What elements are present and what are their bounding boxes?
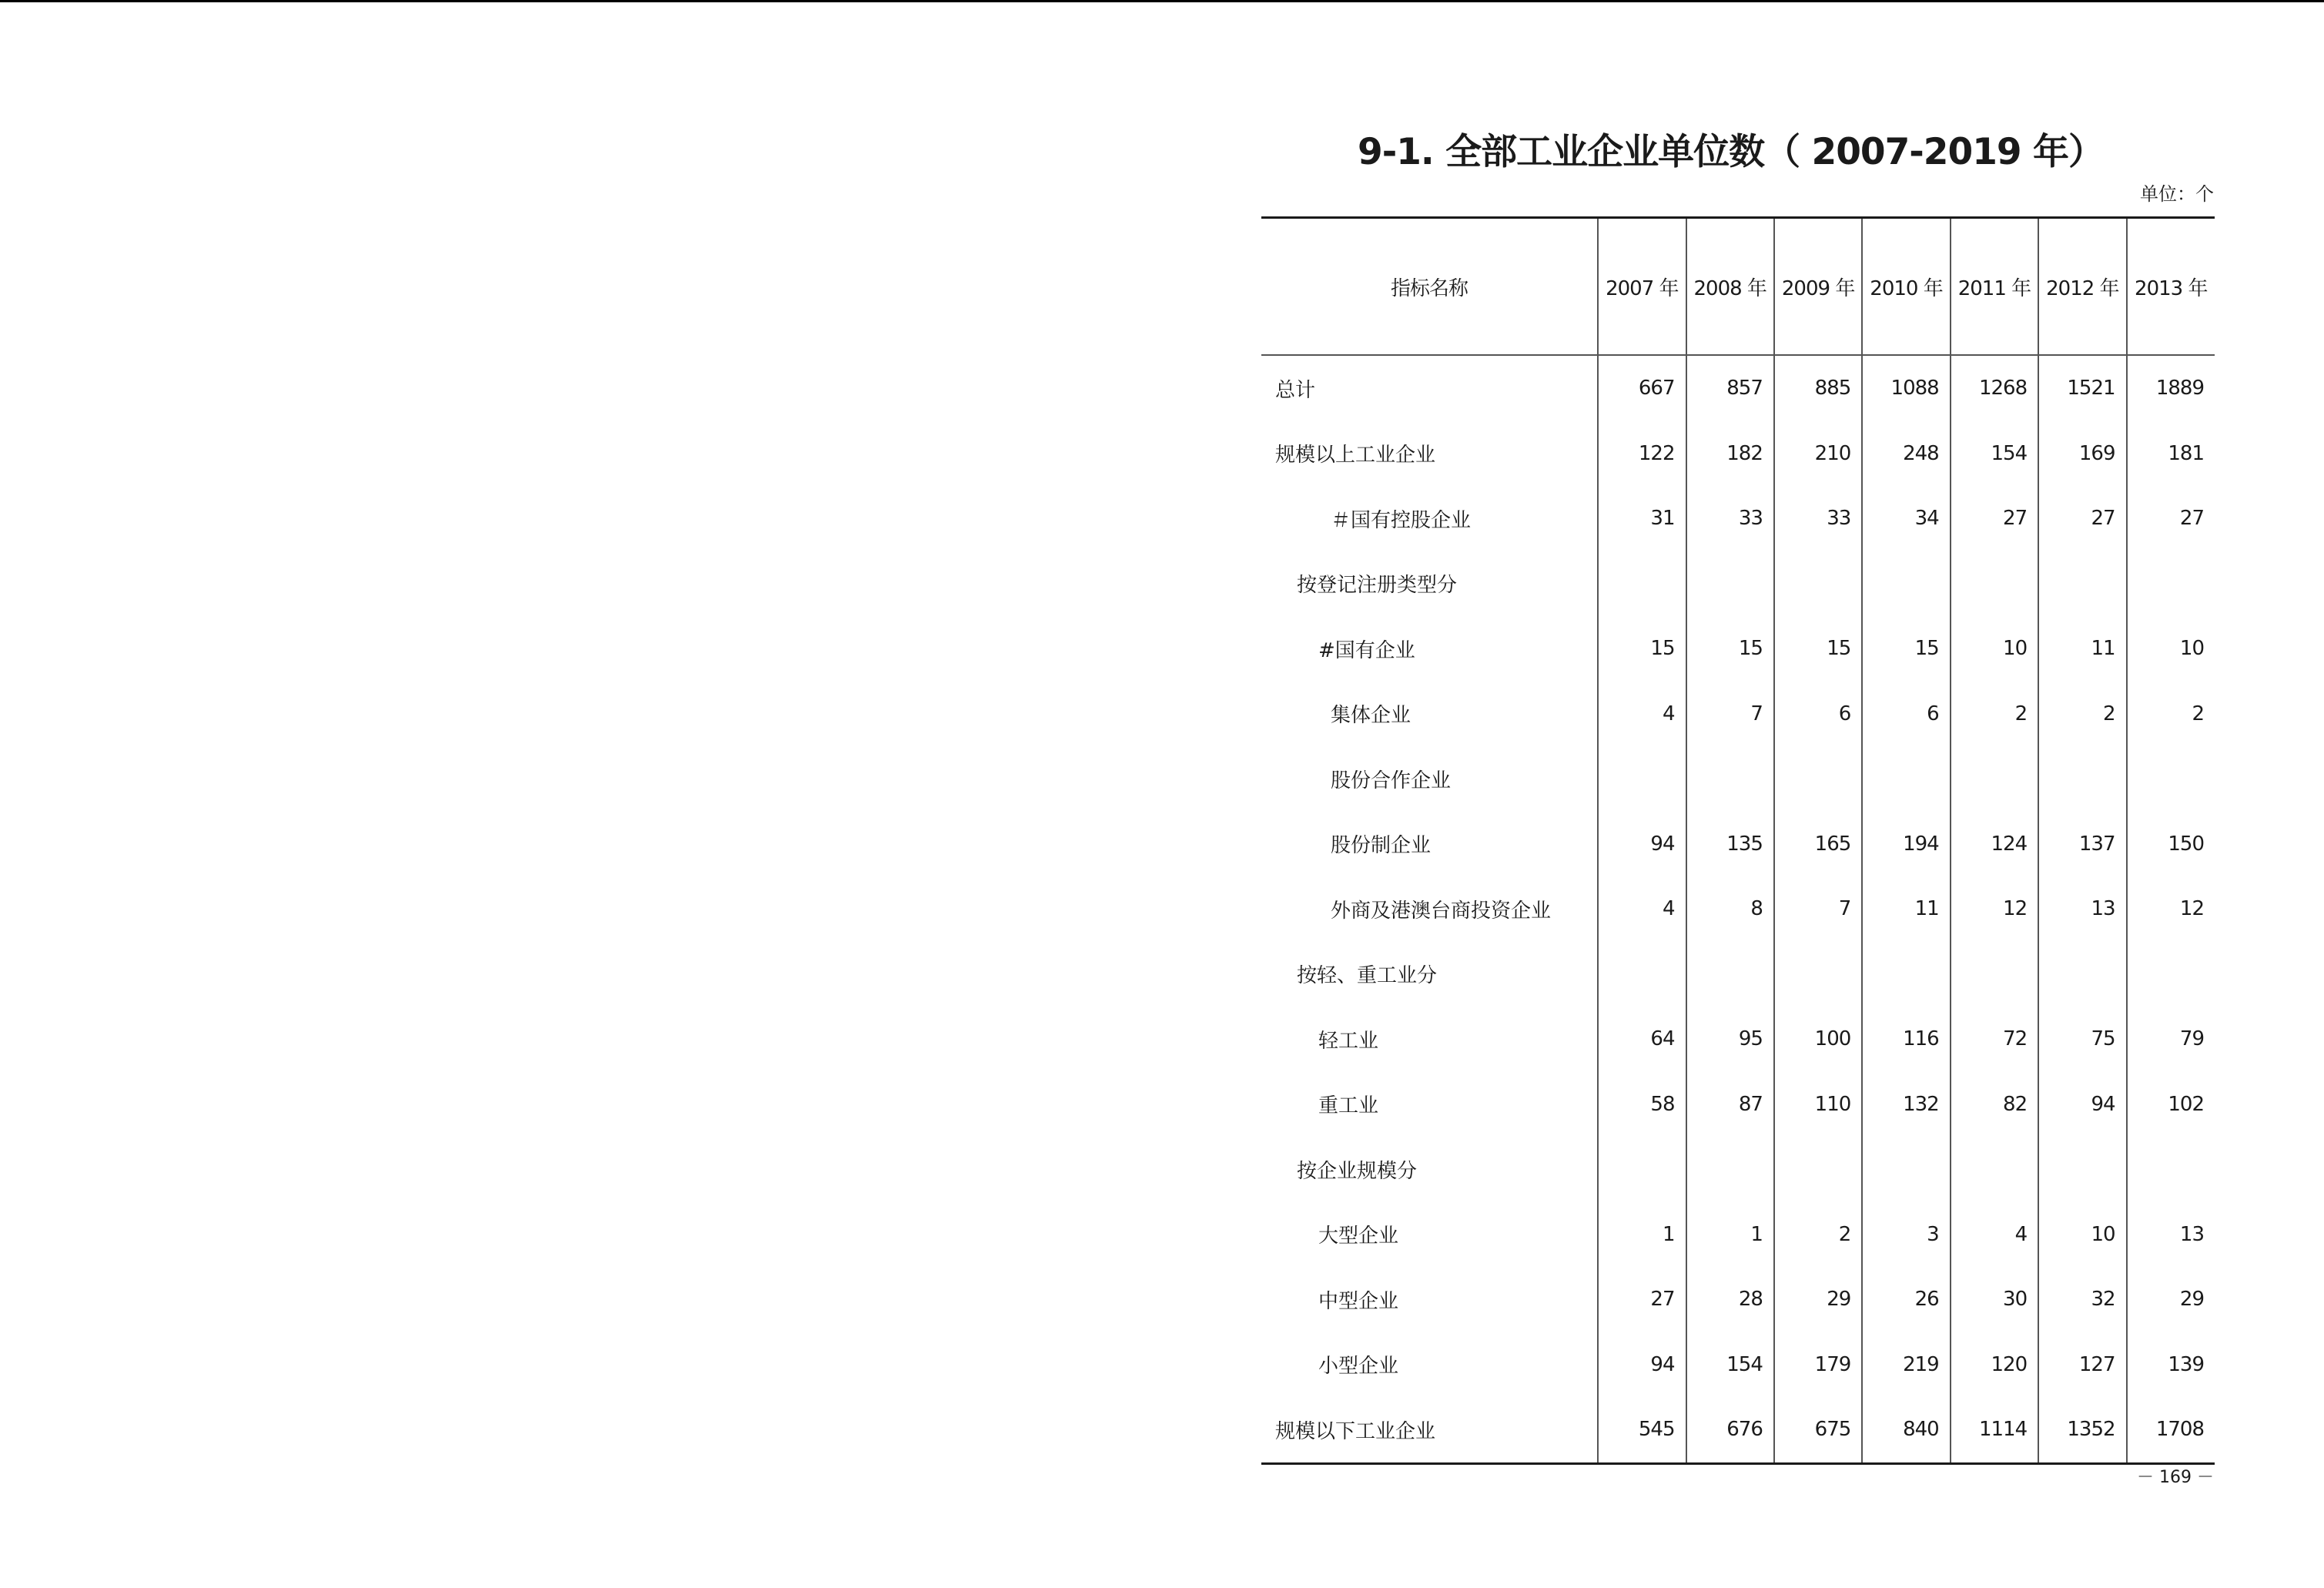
- cell-value: 3: [1862, 1202, 1950, 1268]
- cell-value: 857: [1686, 355, 1774, 421]
- cell-value: 31: [1598, 486, 1686, 551]
- cell-value: 102: [2127, 1072, 2215, 1137]
- cell-value: [1951, 1137, 2038, 1202]
- cell-value: 29: [1774, 1267, 1862, 1332]
- cell-value: 10: [2038, 1202, 2126, 1268]
- top-border-line: [0, 0, 2324, 2]
- cell-value: 12: [2127, 876, 2215, 942]
- cell-value: 132: [1862, 1072, 1950, 1137]
- cell-value: [1598, 551, 1686, 617]
- cell-value: 675: [1774, 1397, 1862, 1463]
- row-label: 大型企业: [1318, 1225, 1399, 1248]
- cell-value: [2038, 942, 2126, 1007]
- row-label: 轻工业: [1318, 1029, 1379, 1053]
- cell-value: 8: [1686, 876, 1774, 942]
- cell-value: 10: [1951, 616, 2038, 682]
- cell-value: 11: [2038, 616, 2126, 682]
- table-row: [1261, 551, 2215, 617]
- row-label: 按轻、重工业分: [1297, 964, 1438, 988]
- cell-value: 32: [2038, 1267, 2126, 1332]
- table-header-row: [1261, 218, 2215, 356]
- cell-value: 179: [1774, 1332, 1862, 1398]
- row-label: 集体企业: [1331, 704, 1411, 728]
- cell-value: 210: [1774, 421, 1862, 487]
- cell-value: 154: [1951, 421, 2038, 487]
- cell-value: 100: [1774, 1007, 1862, 1072]
- cell-value: 139: [2127, 1332, 2215, 1398]
- column-header-year: 2007 年: [1598, 218, 1686, 356]
- cell-value: [1951, 942, 2038, 1007]
- cell-value: 27: [1951, 486, 2038, 551]
- cell-value: 15: [1598, 616, 1686, 682]
- table-row: [1261, 1007, 2215, 1072]
- row-label: 规模以下工业企业: [1275, 1419, 1436, 1443]
- column-header-year: 2012 年: [2038, 218, 2126, 356]
- cell-value: 95: [1686, 1007, 1774, 1072]
- row-label: 重工业: [1318, 1094, 1379, 1118]
- cell-value: [1686, 746, 1774, 812]
- cell-value: 667: [1598, 355, 1686, 421]
- cell-value: 150: [2127, 812, 2215, 877]
- table-row: [1261, 1397, 2215, 1463]
- cell-value: 1114: [1951, 1397, 2038, 1463]
- cell-value: [1774, 942, 1862, 1007]
- table-row: [1261, 355, 2215, 421]
- cell-value: [2038, 551, 2126, 617]
- cell-value: 219: [1862, 1332, 1950, 1398]
- row-label: 中型企业: [1318, 1289, 1399, 1313]
- cell-value: 75: [2038, 1007, 2126, 1072]
- cell-value: 27: [1598, 1267, 1686, 1332]
- cell-value: 10: [2127, 616, 2215, 682]
- cell-value: 15: [1862, 616, 1950, 682]
- cell-value: [1862, 551, 1950, 617]
- table-row: [1261, 682, 2215, 747]
- cell-value: 7: [1774, 876, 1862, 942]
- cell-value: [1774, 746, 1862, 812]
- cell-value: [1598, 746, 1686, 812]
- cell-value: 4: [1951, 1202, 2038, 1268]
- cell-value: 72: [1951, 1007, 2038, 1072]
- statistics-table-container: [1261, 216, 2215, 1465]
- cell-value: 154: [1686, 1332, 1774, 1398]
- cell-value: 676: [1686, 1397, 1774, 1463]
- cell-value: 1: [1598, 1202, 1686, 1268]
- cell-value: [2127, 746, 2215, 812]
- column-header-year: 2013 年: [2127, 218, 2215, 356]
- cell-value: [1686, 1137, 1774, 1202]
- table-row: [1261, 876, 2215, 942]
- unit-label: 单位：个: [2140, 183, 2214, 205]
- cell-value: [2038, 1137, 2126, 1202]
- cell-value: 1268: [1951, 355, 2038, 421]
- row-label: ＃国有控股企业: [1331, 508, 1472, 532]
- cell-value: 4: [1598, 876, 1686, 942]
- row-label: 总计: [1275, 378, 1316, 402]
- row-label: #国有企业: [1318, 638, 1415, 662]
- cell-value: 6: [1862, 682, 1950, 747]
- cell-value: 2: [2038, 682, 2126, 747]
- cell-value: 135: [1686, 812, 1774, 877]
- cell-value: [1686, 942, 1774, 1007]
- cell-value: [2127, 942, 2215, 1007]
- cell-value: 27: [2038, 486, 2126, 551]
- cell-value: 33: [1774, 486, 1862, 551]
- table-row: [1261, 486, 2215, 551]
- cell-value: 169: [2038, 421, 2126, 487]
- cell-value: 127: [2038, 1332, 2126, 1398]
- cell-value: 1352: [2038, 1397, 2126, 1463]
- cell-value: 2: [1774, 1202, 1862, 1268]
- row-label: 外商及港澳台商投资企业: [1331, 899, 1552, 923]
- row-label: 按登记注册类型分: [1297, 574, 1458, 598]
- cell-value: [2038, 746, 2126, 812]
- cell-value: 64: [1598, 1007, 1686, 1072]
- cell-value: 94: [1598, 1332, 1686, 1398]
- cell-value: [1774, 551, 1862, 617]
- cell-value: 1889: [2127, 355, 2215, 421]
- cell-value: [1598, 942, 1686, 1007]
- cell-value: 11: [1862, 876, 1950, 942]
- cell-value: 15: [1774, 616, 1862, 682]
- cell-value: 137: [2038, 812, 2126, 877]
- cell-value: 94: [2038, 1072, 2126, 1137]
- cell-value: 1521: [2038, 355, 2126, 421]
- cell-value: 87: [1686, 1072, 1774, 1137]
- cell-value: 181: [2127, 421, 2215, 487]
- cell-value: [2127, 551, 2215, 617]
- table-row: [1261, 1267, 2215, 1332]
- table-row: [1261, 421, 2215, 487]
- cell-value: 82: [1951, 1072, 2038, 1137]
- table-row: [1261, 1202, 2215, 1268]
- cell-value: 2: [1951, 682, 2038, 747]
- cell-value: 110: [1774, 1072, 1862, 1137]
- cell-value: 33: [1686, 486, 1774, 551]
- cell-value: 885: [1774, 355, 1862, 421]
- table-row: [1261, 746, 2215, 812]
- cell-value: 545: [1598, 1397, 1686, 1463]
- cell-value: 26: [1862, 1267, 1950, 1332]
- cell-value: 27: [2127, 486, 2215, 551]
- page-number: － 169 －: [2137, 1468, 2214, 1487]
- cell-value: 58: [1598, 1072, 1686, 1137]
- cell-value: 15: [1686, 616, 1774, 682]
- cell-value: 7: [1686, 682, 1774, 747]
- column-header-year: 2009 年: [1774, 218, 1862, 356]
- table-row: [1261, 1072, 2215, 1137]
- cell-value: 4: [1598, 682, 1686, 747]
- cell-value: 2: [2127, 682, 2215, 747]
- column-header-name: 指标名称: [1261, 218, 1598, 356]
- cell-value: 34: [1862, 486, 1950, 551]
- cell-value: 840: [1862, 1397, 1950, 1463]
- cell-value: 94: [1598, 812, 1686, 877]
- row-label: 按企业规模分: [1297, 1159, 1418, 1183]
- column-header-year: 2008 年: [1686, 218, 1774, 356]
- cell-value: 124: [1951, 812, 2038, 877]
- cell-value: 79: [2127, 1007, 2215, 1072]
- cell-value: 30: [1951, 1267, 2038, 1332]
- cell-value: 248: [1862, 421, 1950, 487]
- table-body: [1261, 355, 2215, 1463]
- cell-value: [1774, 1137, 1862, 1202]
- cell-value: 28: [1686, 1267, 1774, 1332]
- cell-value: 1: [1686, 1202, 1774, 1268]
- row-label: 规模以上工业企业: [1275, 444, 1436, 467]
- row-label: 股份制企业: [1331, 834, 1432, 858]
- column-header-year: 2010 年: [1862, 218, 1950, 356]
- cell-value: [1862, 942, 1950, 1007]
- cell-value: [2127, 1137, 2215, 1202]
- cell-value: 29: [2127, 1267, 2215, 1332]
- cell-value: 194: [1862, 812, 1950, 877]
- cell-value: [1951, 551, 2038, 617]
- table-row: [1261, 812, 2215, 877]
- cell-value: 1088: [1862, 355, 1950, 421]
- cell-value: 13: [2127, 1202, 2215, 1268]
- cell-value: [1686, 551, 1774, 617]
- cell-value: [1598, 1137, 1686, 1202]
- statistics-table: [1261, 216, 2215, 1465]
- cell-value: 165: [1774, 812, 1862, 877]
- cell-value: 13: [2038, 876, 2126, 942]
- cell-value: 116: [1862, 1007, 1950, 1072]
- row-label: 小型企业: [1318, 1355, 1399, 1379]
- cell-value: 6: [1774, 682, 1862, 747]
- cell-value: [1862, 746, 1950, 812]
- cell-value: 1708: [2127, 1397, 2215, 1463]
- cell-value: 182: [1686, 421, 1774, 487]
- cell-value: 120: [1951, 1332, 2038, 1398]
- row-label: 股份合作企业: [1331, 769, 1452, 792]
- column-header-year: 2011 年: [1951, 218, 2038, 356]
- page-title: 9-1. 全部工业企业单位数（ 2007-2019 年）: [1358, 131, 2104, 173]
- cell-value: [1951, 746, 2038, 812]
- cell-value: [1862, 1137, 1950, 1202]
- cell-value: 122: [1598, 421, 1686, 487]
- table-row: [1261, 616, 2215, 682]
- table-row: [1261, 1137, 2215, 1202]
- table-row: [1261, 1332, 2215, 1398]
- cell-value: 12: [1951, 876, 2038, 942]
- table-row: [1261, 942, 2215, 1007]
